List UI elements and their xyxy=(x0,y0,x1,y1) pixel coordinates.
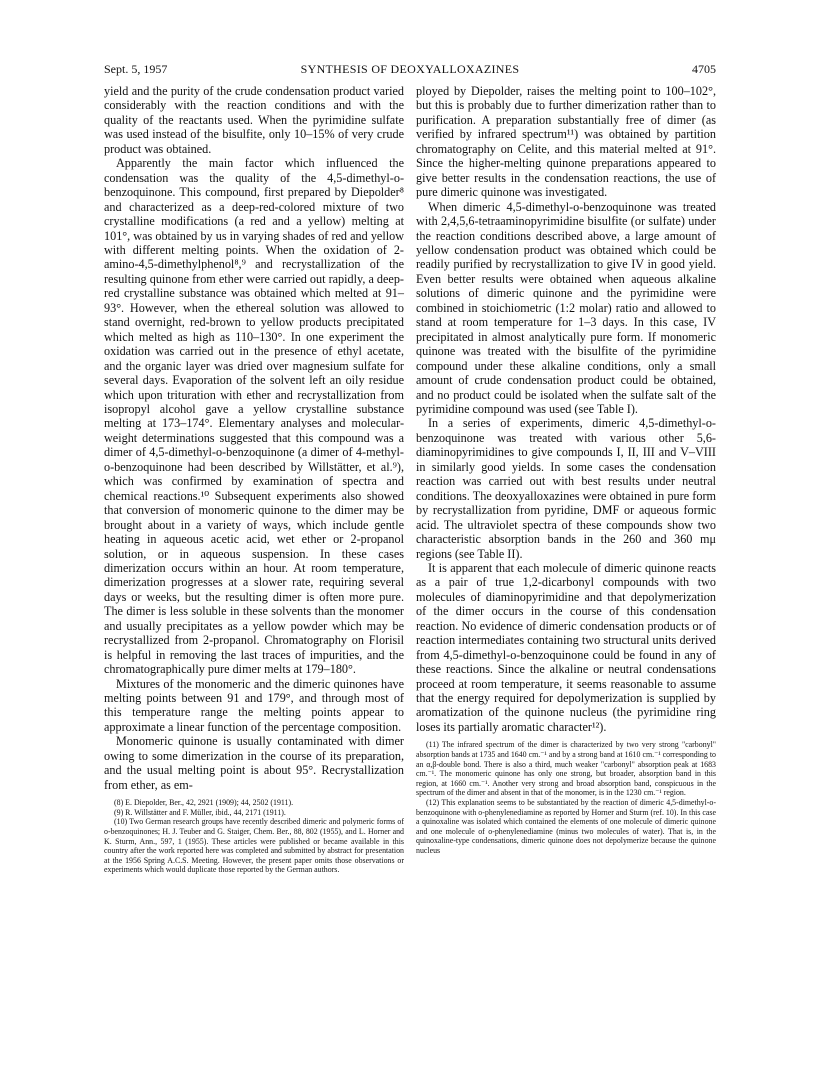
footnote: (9) R. Willstätter and F. Müller, ibid., 44, 2171 (1911). xyxy=(114,807,286,817)
body-paragraph: Apparently the main factor which influenced the condensation was the quality of the 4,5-dimethyl-o-benzoquinone. This compound, first prepared by Diepolder⁸ and characterized as a deep-red-colored mixture of two crystalline modifications (a red and a yellow) melting at 101°, was obtained by us in varying shades of red and yellow with different melting points. When the oxidation of 2-amino-4,5-dimethylphenol⁸,⁹ and recrystallization of the resulting quinone from ether were carried out rapidly, a deep-red crystalline substance was obtained which melted at 91–93°. However, when the ethereal solution was allowed to stand overnight, red-brown to yellow products precipitated which melted as high as 110–130°. In one experiment the oxidation was carried out in the presence of ethyl acetate, and the organic layer was dried over magnesium sulfate for several days. Evaporation of the solvent left an oily residue which upon trituration with ether and recrystallization from isopropyl alcohol gave a yellow crystalline substance melting at 173–174°. Elementary analyses and molecular-weight determinations suggested that this compound was a dimer of 4,5-dimethyl-o-benzoquinone (a dimer of 4-methyl-o-benzoquinone had been described by Willstätter, et al.⁹), which was confirmed by examination of spectra and chemical reactions.¹⁰ Subsequent experiments also showed that conversion of monomeric quinone to the dimer may be brought about in a variety of ways, which include gentle heating in aqueous acetic acid, wet ether or 2-propanol solution, or in aqueous suspension. In these cases dimerization occurs within an hour. At room temperature, dimerization progresses at a slower rate, requiring several days or weeks, but the resulting dimer is often more pure. The dimer is less soluble in these solvents than the monomer and usually precipitates as a yellow powder which may be recrystallized from 2-propanol. Chromatography on Florisil is helpful in removing the last traces of impurities, and the chromatographically pure dimer melts at 179–180°. xyxy=(104,156,404,677)
body-paragraph: In a series of experiments, dimeric 4,5-dimethyl-o-benzoquinone was treated with various other 5,6-diaminopyrimidines to give compounds I, II, III and V–VIII in similarly good yields. In some cases the condensation reaction was carried out with best results under neutral conditions. The deoxyalloxazines were obtained in pure form by recrystallization from pyridine, DMF or aqueous formic acid. The ultraviolet spectra of these compounds show two characteristic absorption bands in the 260 and 360 mμ regions (see Table II). xyxy=(416,416,716,561)
header-date: Sept. 5, 1957 xyxy=(104,62,168,76)
footnotes-right xyxy=(416,740,716,855)
body-paragraph: ployed by Diepolder, raises the melting point to 100–102°, but this is probably due to further dimerization rather than to purification. A preparation substantially free of dimer (as verified by infrared spectrum¹¹) was obtained by partition chromatography on Celite, and this material melted at 91°. Since the higher-melting quinone preparations appeared to give better results in the condensation reactions, the use of pure dimeric quinone was investigated. xyxy=(416,84,716,200)
footnotes-left xyxy=(104,798,404,875)
running-header xyxy=(104,60,716,78)
footnote: (8) E. Diepolder, Ber., 42, 2921 (1909); 44, 2502 (1911). xyxy=(114,798,294,808)
body-paragraph: When dimeric 4,5-dimethyl-o-benzoquinone was treated with 2,4,5,6-tetraaminopyrimidine bisulfite (or sulfate) under the reaction conditions described above, a large amount of yellow condensation product was obtained which could be readily purified by recrystallization to give IV in good yield. Even better results were obtained when aqueous alkaline solutions of dimeric quinone and the pyrimidine were combined in stoichiometric (1:2 molar) ratio and allowed to stand at room temperature for 1–3 days. In this case, IV precipitated in almost analytically pure form. If monomeric quinone was treated with the bisulfite of the pyrimidine compound under these alkaline conditions, only a small amount of crude condensation product could be obtained, and no product could be isolated when the sulfate salt of the pyrimidine compound was used (see Table I). xyxy=(416,199,716,416)
body-paragraph: yield and the purity of the crude condensation product varied considerably with the reaction conditions and with the quality of the reactants used. When the pyrimidine sulfate was used instead of the bisulfite, only 10–15% of very crude product was obtained. xyxy=(104,84,404,156)
header-title: SYNTHESIS OF DEOXYALLOXAZINES xyxy=(300,62,520,76)
footnote: (11) The infrared spectrum of the dimer is characterized by two very strong "carbonyl" absorption bands at 1735 and 1640 cm.⁻¹ and by a strong band at 1610 cm.⁻¹ corresponding to an α,β-double bond. There is also a third, much weaker "carbonyl" absorption peak at 1683 cm.⁻¹. The monomeric quinone has only one strong, but broader, absorption band in this region, at 1660 cm.⁻¹. Another very strong and broad absorption band, conspicuous in the spectrum of the dimer and absent in that of the monomer, is in the 1230 cm.⁻¹ region. xyxy=(416,740,716,798)
right-column xyxy=(416,84,716,856)
body-paragraph: It is apparent that each molecule of dimeric quinone reacts as a pair of true 1,2-dicarbonyl compounds with two molecules of diaminopyrimidine and that depolymerization of the dimer occurs in the course of this condensation reaction. No evidence of dimeric condensation products or of reaction intermediates containing two structural units derived from 4,5-dimethyl-o-benzoquinone could be found in any of these reactions. Since the alkaline or neutral condensations proceed at room temperature, it seems reasonable to assume that the energy required for depolymerization is supplied by aromatization of the quinone nucleus (the pyrimidine ring loses its partially aromatic character¹²). xyxy=(416,560,716,734)
body-paragraph: Monomeric quinone is usually contaminated with dimer owing to some dimerization in the course of its preparation, and the usual melting point is about 95°. Recrystallization from ether, as em- xyxy=(104,734,404,792)
page-number: 4705 xyxy=(692,62,716,76)
left-column xyxy=(104,84,404,875)
body-paragraph: Mixtures of the monomeric and the dimeric quinones have melting points between 91 and 179°, and through most of this temperature range the melting points appear to approximate a linear function of the percentage composition. xyxy=(104,676,404,734)
footnote: (12) This explanation seems to be substantiated by the reaction of dimeric 4,5-dimethyl-o-benzoquinone with o-phenylenediamine as reported by Horner and Sturm (ref. 10). In this case a quinoxaline was isolated which contained the elements of one molecule of dimeric quinone and one molecule of o-phenylenediamine (minus two molecules of water). That is, in the quinoxaline-type condensations, dimeric quinone does not depolymerize because the quinone nucleus xyxy=(416,797,716,855)
footnote: (10) Two German research groups have recently described dimeric and polymeric forms of o-benzoquinones; H. J. Teuber and G. Staiger, Chem. Ber., 88, 802 (1955), and L. Horner and K. Sturm, Ann., 597, 1 (1955). These articles were published or became available in this country after the work reported here was completed and submitted by abstract for presentation at the 1956 Spring A.C.S. Meeting. However, the present paper omits those observations or experiments which would duplicate those reported by the German authors. xyxy=(104,817,404,875)
